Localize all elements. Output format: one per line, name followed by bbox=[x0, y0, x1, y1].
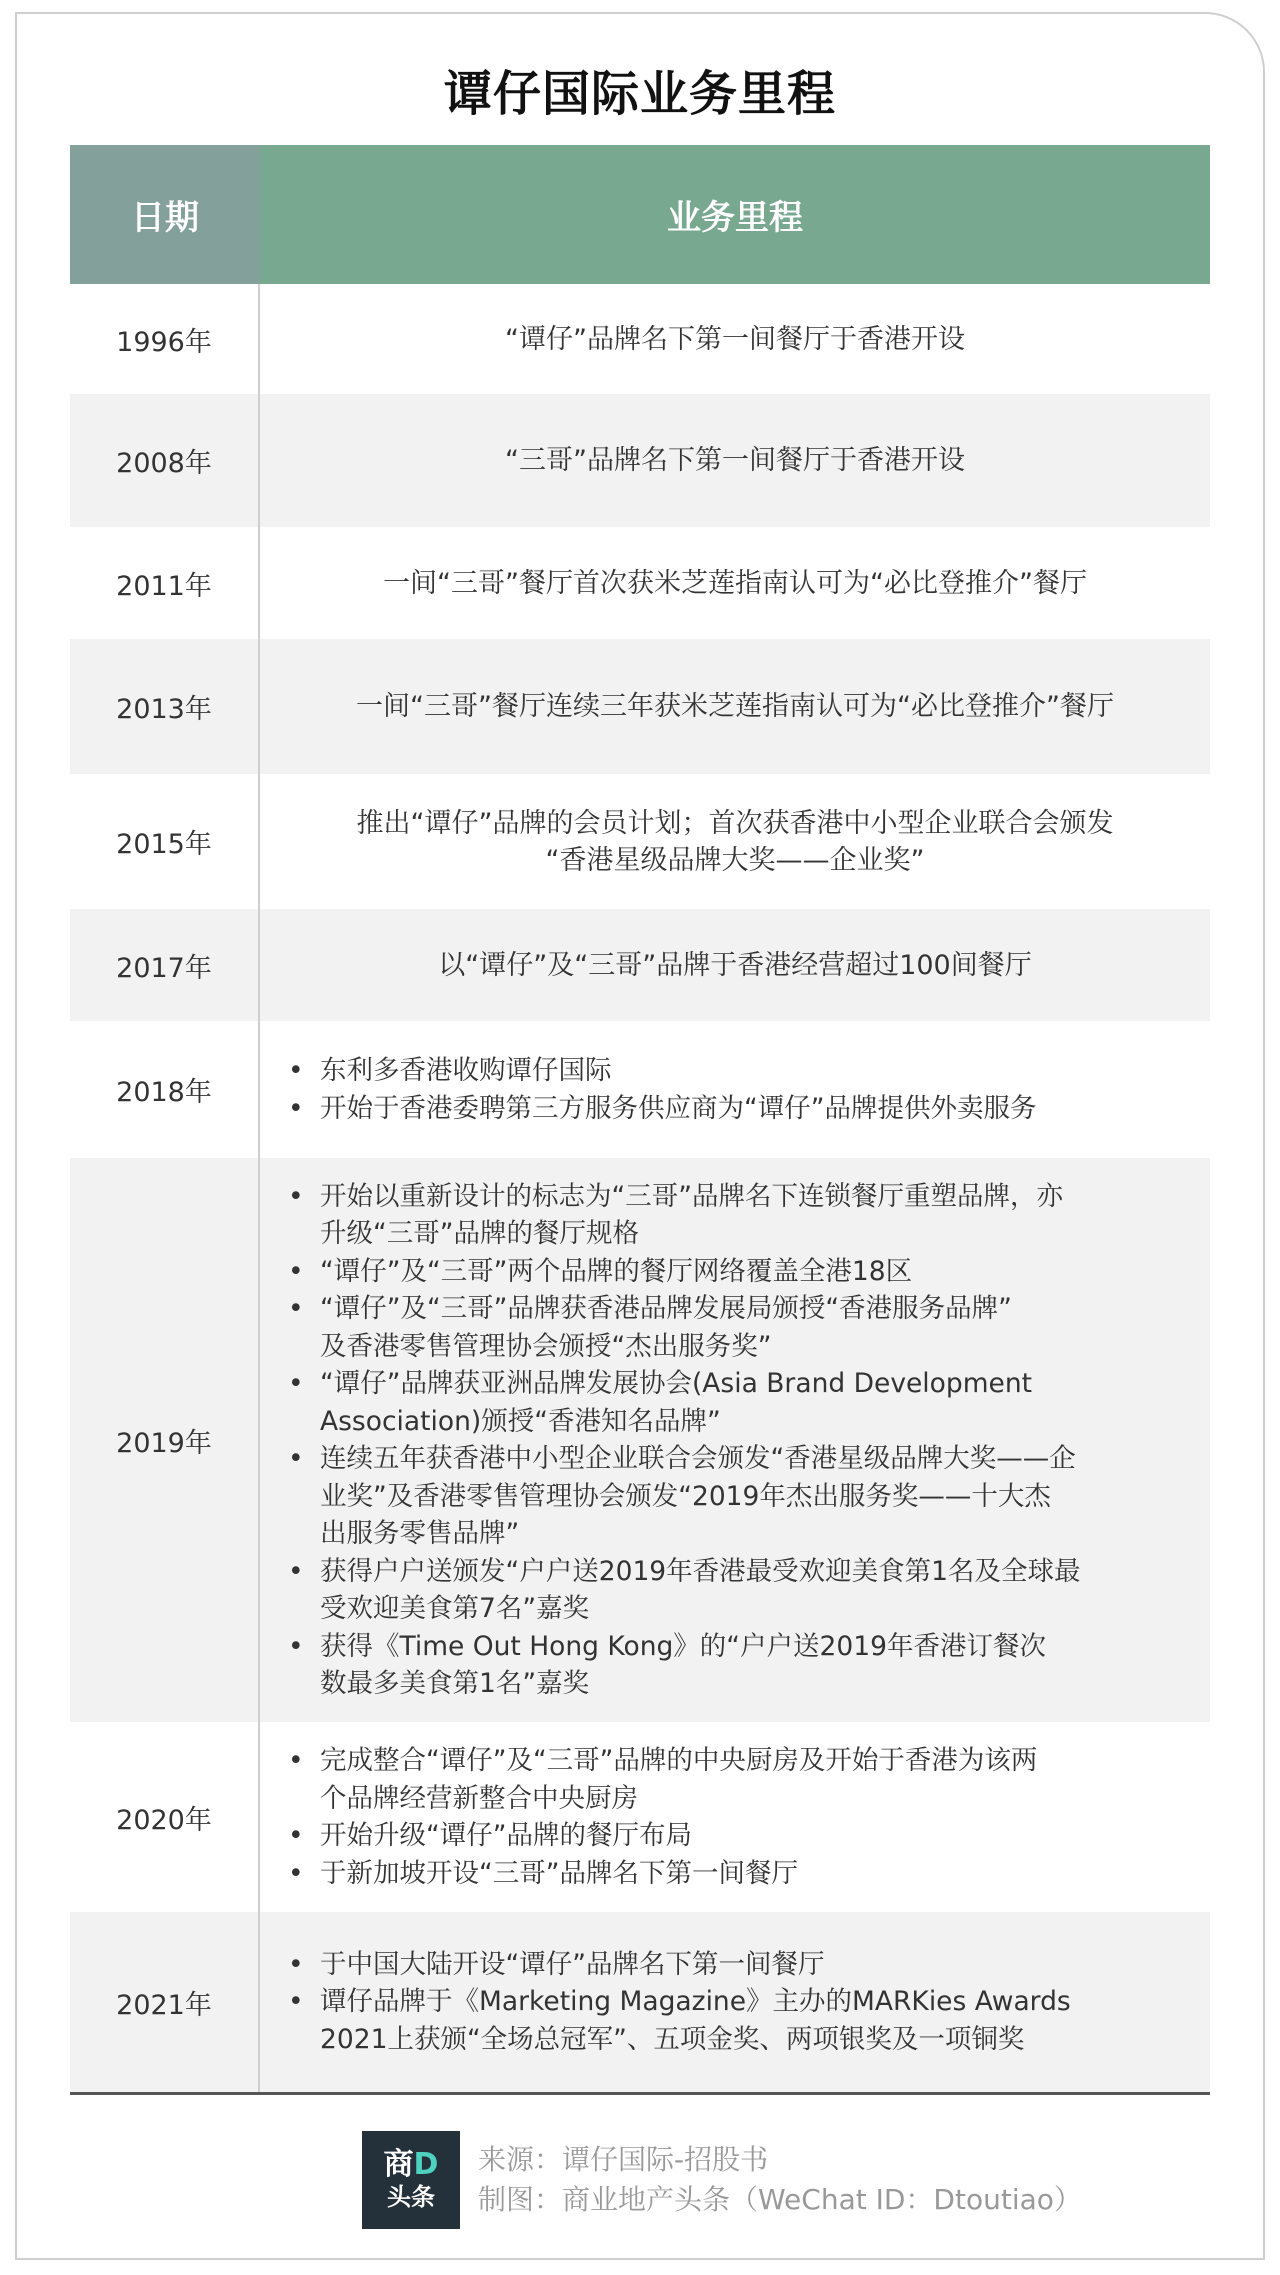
list-item bbox=[288, 1855, 1190, 1893]
list-item-line: 开始以重新设计的标志为“三哥”品牌名下连锁餐厅重塑品牌，亦 bbox=[320, 1180, 1063, 1212]
list-item bbox=[288, 1290, 1190, 1365]
page-title: 谭仔国际业务里程 bbox=[443, 66, 836, 122]
table-row bbox=[70, 394, 1210, 527]
header-date: 日期 bbox=[70, 145, 260, 284]
bullet-icon: • bbox=[288, 1180, 304, 1212]
table-row bbox=[70, 1158, 1210, 1722]
bullet-icon: • bbox=[288, 1092, 304, 1124]
list-item-line: 连续五年获香港中小型企业联合会颁发“香港星级品牌大奖——企 bbox=[320, 1443, 1076, 1474]
list-item-line: 开始于香港委聘第三方服务供应商为“谭仔”品牌提供外卖服务 bbox=[320, 1092, 1037, 1124]
list-item-line: 于中国大陆开设“谭仔”品牌名下第一间餐厅 bbox=[320, 1948, 825, 1980]
source-text: 来源：谭仔国际-招股书 bbox=[478, 2143, 769, 2176]
list-item bbox=[288, 1253, 1190, 1291]
header-milestone: 业务里程 bbox=[260, 145, 1210, 284]
credit-text: 制图：商业地产头条（WeChat ID：Dtoutiao） bbox=[478, 2183, 1082, 2216]
table-bottom-rule bbox=[70, 2092, 1210, 2095]
list-item bbox=[288, 1090, 1190, 1128]
row-date: 2015年 bbox=[70, 774, 260, 909]
row-date: 2013年 bbox=[70, 639, 260, 774]
row-milestone bbox=[260, 394, 1210, 527]
row-date: 2019年 bbox=[70, 1158, 260, 1722]
row-milestone bbox=[260, 284, 1210, 394]
logo-accent-char: D bbox=[413, 2147, 439, 2182]
row-milestone bbox=[260, 909, 1210, 1021]
footer bbox=[362, 2131, 1082, 2229]
list-item bbox=[288, 1742, 1190, 1817]
row-date: 2018年 bbox=[70, 1021, 260, 1158]
row-milestone bbox=[260, 774, 1210, 909]
bullet-icon: • bbox=[288, 1948, 304, 1980]
list-item-line: 谭仔品牌于《Marketing Magazine》主办的MARKies Awards bbox=[320, 1986, 1071, 2018]
table-row bbox=[70, 527, 1210, 639]
row-milestone-list bbox=[260, 1722, 1210, 1912]
table-row bbox=[70, 1912, 1210, 2092]
list-item-line: “谭仔”及“三哥”两个品牌的餐厅网络覆盖全港18区 bbox=[320, 1255, 913, 1287]
milestone-text: 以“谭仔”及“三哥”品牌于香港经营超过100间餐厅 bbox=[438, 949, 1032, 981]
milestone-table bbox=[70, 145, 1210, 2095]
row-milestone bbox=[260, 639, 1210, 774]
row-date: 2017年 bbox=[70, 909, 260, 1021]
row-milestone-list bbox=[260, 1158, 1210, 1722]
list-item bbox=[288, 1365, 1190, 1440]
list-item-line: 开始升级“谭仔”品牌的餐厅布局 bbox=[320, 1820, 692, 1851]
list-item-line: “谭仔”及“三哥”品牌获香港品牌发展局颁授“香港服务品牌” bbox=[320, 1293, 1012, 1324]
list-item-line: 个品牌经营新整合中央厨房 bbox=[320, 1782, 638, 1814]
table-row bbox=[70, 1021, 1210, 1158]
table-body bbox=[70, 284, 1210, 2092]
list-item-line: 数最多美食第1名”嘉奖 bbox=[320, 1668, 590, 1699]
list-item-line: 2021上获颁“全场总冠军”、五项金奖、两项银奖及一项铜奖 bbox=[320, 2023, 1025, 2055]
list-item-line: 业奖”及香港零售管理协会颁发“2019年杰出服务奖——十大杰 bbox=[320, 1480, 1051, 1512]
bullet-icon: • bbox=[288, 1293, 304, 1324]
list-item-line: 及香港零售管理协会颁授“杰出服务奖” bbox=[320, 1330, 772, 1362]
row-date: 2008年 bbox=[70, 394, 260, 527]
bullet-icon: • bbox=[288, 1368, 304, 1399]
bullet-icon: • bbox=[288, 1555, 304, 1587]
bullet-icon: • bbox=[288, 1857, 304, 1889]
list-item bbox=[288, 1553, 1190, 1628]
table-row bbox=[70, 909, 1210, 1021]
footer-text bbox=[478, 2140, 1082, 2220]
list-item-line: 受欢迎美食第7名”嘉奖 bbox=[320, 1593, 590, 1624]
bullet-icon: • bbox=[288, 1630, 304, 1662]
list-item-line: 获得户户送颁发“户户送2019年香港最受欢迎美食第1名及全球最 bbox=[320, 1555, 1081, 1587]
table-row bbox=[70, 639, 1210, 774]
bullet-icon: • bbox=[288, 1745, 304, 1776]
row-milestone-list bbox=[260, 1912, 1210, 2092]
bullet-icon: • bbox=[288, 1255, 304, 1287]
list-item bbox=[288, 1946, 1190, 1984]
brand-logo bbox=[362, 2131, 460, 2229]
row-date: 2020年 bbox=[70, 1722, 260, 1912]
list-item bbox=[288, 1052, 1190, 1090]
row-date: 2021年 bbox=[70, 1912, 260, 2092]
milestone-text: 一间“三哥”餐厅连续三年获米芝莲指南认可为“必比登推介”餐厅 bbox=[356, 691, 1114, 722]
table-row bbox=[70, 1722, 1210, 1912]
list-item bbox=[288, 1817, 1190, 1855]
table-row bbox=[70, 284, 1210, 394]
list-item-line: 东利多香港收购谭仔国际 bbox=[320, 1055, 612, 1086]
list-item-line: 获得《Time Out Hong Kong》的“户户送2019年香港订餐次 bbox=[320, 1630, 1046, 1662]
logo-subtext: 头条 bbox=[387, 2183, 435, 2211]
list-item bbox=[288, 1628, 1190, 1703]
milestone-line: 推出“谭仔”品牌的会员计划；首次获香港中小型企业联合会颁发 bbox=[356, 807, 1114, 839]
milestone-text: “三哥”品牌名下第一间餐厅于香港开设 bbox=[505, 445, 965, 476]
bullet-icon: • bbox=[288, 1443, 304, 1474]
bullet-icon: • bbox=[288, 1986, 304, 2018]
row-milestone-list bbox=[260, 1021, 1210, 1158]
row-milestone bbox=[260, 527, 1210, 639]
list-item-line: 完成整合“谭仔”及“三哥”品牌的中央厨房及开始于香港为该两 bbox=[320, 1745, 1038, 1776]
bullet-icon: • bbox=[288, 1055, 304, 1086]
table-header bbox=[70, 145, 1210, 284]
list-item bbox=[288, 1440, 1190, 1553]
list-item-line: 于新加坡开设“三哥”品牌名下第一间餐厅 bbox=[320, 1857, 798, 1889]
list-item bbox=[288, 1178, 1190, 1253]
bullet-icon: • bbox=[288, 1820, 304, 1851]
list-item bbox=[288, 1983, 1190, 2058]
logo-char: 商 bbox=[383, 2147, 414, 2182]
list-item-line: 出服务零售品牌” bbox=[320, 1518, 520, 1549]
table-row bbox=[70, 774, 1210, 909]
list-item-line: 升级“三哥”品牌的餐厅规格 bbox=[320, 1218, 639, 1249]
row-date: 2011年 bbox=[70, 527, 260, 639]
list-item-line: Association)颁授“香港知名品牌” bbox=[320, 1405, 721, 1437]
milestone-line: “香港星级品牌大奖——企业奖” bbox=[545, 844, 925, 876]
row-date: 1996年 bbox=[70, 284, 260, 394]
list-item-line: “谭仔”品牌获亚洲品牌发展协会(Asia Brand Development bbox=[320, 1368, 1033, 1399]
milestone-text: “谭仔”品牌名下第一间餐厅于香港开设 bbox=[505, 323, 965, 355]
milestone-text: 一间“三哥”餐厅首次获米芝莲指南认可为“必比登推介”餐厅 bbox=[383, 567, 1087, 599]
